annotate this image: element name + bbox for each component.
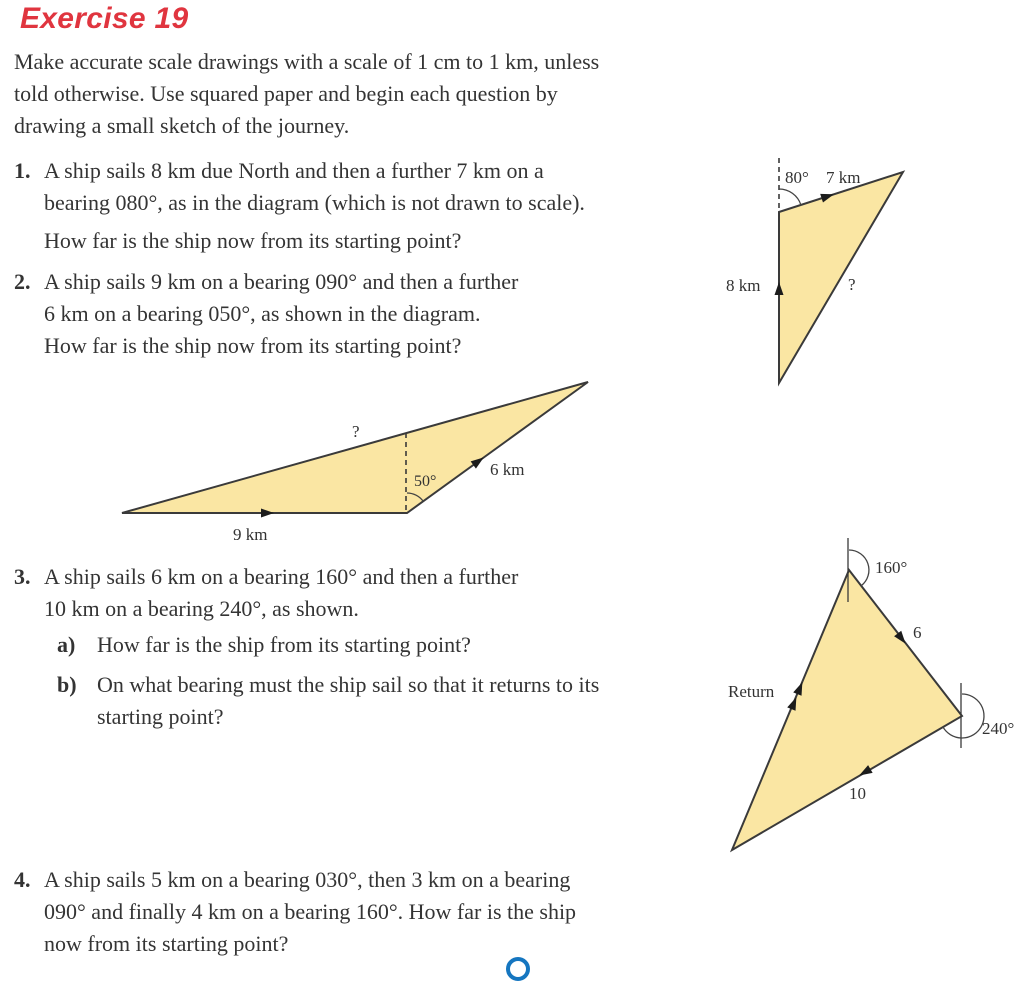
question-3-number: 3. [14, 564, 31, 589]
return-label: Return [728, 682, 775, 701]
question-line: A ship sails 5 km on a bearing 030°, then 3 km on a bearing [44, 867, 571, 892]
question-line: A ship sails 8 km due North and then a further 7 km on a [44, 158, 544, 183]
question-4-text [44, 864, 576, 960]
question-2-number: 2. [14, 269, 31, 294]
question-4-number: 4. [14, 867, 31, 892]
figure-q3-bearing-triangle [712, 532, 1022, 860]
angle-label: 160° [875, 558, 908, 577]
triangle-shape [732, 570, 962, 850]
distance-label: 7 km [826, 168, 861, 187]
question-line: 6 km on a bearing 050°, as shown in the diagram. [44, 301, 481, 326]
question-3a-text [97, 629, 471, 661]
question-3b-text [97, 669, 599, 733]
question-2-text [44, 266, 518, 362]
distance-label: 6 [913, 623, 922, 642]
distance-label: 6 km [490, 460, 525, 479]
angle-arc [779, 189, 801, 205]
unknown-side-label: ? [848, 275, 856, 294]
figure-q1-bearing-triangle [690, 148, 920, 393]
question-3-text [44, 561, 518, 625]
triangle-shape [779, 172, 903, 383]
question-3a-label: a) [57, 632, 76, 657]
question-line: How far is the ship now from its starting point? [44, 333, 462, 358]
angle-label: 80° [785, 168, 809, 187]
question-line: On what bearing must the ship sail so that it returns to its [97, 672, 600, 697]
question-line: A ship sails 9 km on a bearing 090° and then a further [44, 269, 519, 294]
unknown-side-label: ? [352, 422, 360, 441]
distance-label: 10 [849, 784, 866, 803]
figure-q2-bearing-triangle [105, 372, 605, 547]
click-indicator-icon [506, 957, 530, 981]
distance-label: 8 km [726, 276, 761, 295]
intro-line: told otherwise. Use squared paper and begin each question by [14, 81, 558, 106]
question-line: 090° and finally 4 km on a bearing 160°. How far is the ship [44, 899, 577, 924]
question-3b-label: b) [57, 672, 77, 697]
triangle-shape [122, 382, 588, 513]
question-line: A ship sails 6 km on a bearing 160° and then a further [44, 564, 519, 589]
intro-line: Make accurate scale drawings with a scale of 1 cm to 1 km, unless [14, 49, 600, 74]
question-1-text [44, 155, 585, 257]
question-line: 10 km on a bearing 240°, as shown. [44, 596, 359, 621]
question-line: bearing 080°, as in the diagram (which is not drawn to scale). [44, 190, 585, 215]
page-title: Exercise 19 [20, 2, 189, 35]
question-line: now from its starting point? [44, 931, 289, 956]
question-line: How far is the ship now from its starting point? [44, 228, 462, 253]
question-line: How far is the ship from its starting point? [97, 632, 471, 657]
question-line: starting point? [97, 704, 224, 729]
intro-paragraph [14, 46, 599, 142]
question-1-number: 1. [14, 158, 31, 183]
intro-line: drawing a small sketch of the journey. [14, 113, 350, 138]
angle-label: 240° [982, 719, 1015, 738]
distance-label: 9 km [233, 525, 268, 544]
angle-label: 50° [414, 473, 437, 490]
